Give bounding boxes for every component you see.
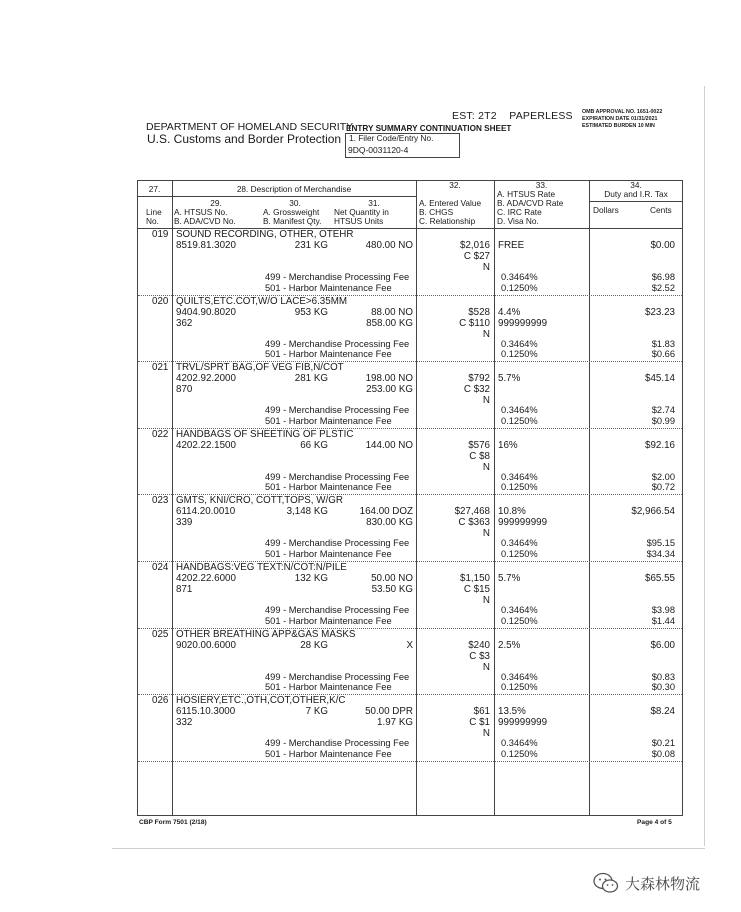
entered-value: $576 bbox=[468, 439, 490, 451]
gross-weight: 7 KG bbox=[305, 706, 328, 718]
mpf-fee-label: 499 - Merchandise Processing Fee bbox=[265, 605, 410, 615]
line-number: 025 bbox=[152, 628, 169, 640]
col-divider-line bbox=[172, 180, 173, 816]
omb-approval: OMB APPROVAL NO. 1651-0022 EXPIRATION DATE 01/31/2021 ESTIMATED BURDEN 10 MIN bbox=[582, 109, 663, 129]
relationship: N bbox=[482, 395, 490, 407]
hmf-fee-label: 501 - Harbor Maintenance Fee bbox=[265, 415, 392, 426]
duty-amount: $8.24 bbox=[650, 706, 675, 718]
hmf-fee-label: 501 - Harbor Maintenance Fee bbox=[265, 682, 392, 693]
hmf-fee-label: 501 - Harbor Maintenance Fee bbox=[265, 615, 392, 626]
mpf-amount: $95.15 bbox=[646, 538, 675, 549]
gross-weight: 953 KG bbox=[294, 306, 328, 318]
hmf-amount: $0.66 bbox=[651, 349, 675, 360]
merchandise-description: GMTS, KNI/CRO, COTT,TOPS, W/GR bbox=[176, 495, 343, 507]
net-quantity: X bbox=[406, 639, 413, 651]
col-30-header: 30. bbox=[289, 198, 301, 208]
entered-value: $792 bbox=[468, 373, 490, 385]
htsus-rate: 4.4% bbox=[498, 306, 521, 318]
entered-value: $27,468 bbox=[454, 506, 490, 518]
mpf-fee-label: 499 - Merchandise Processing Fee bbox=[265, 405, 410, 416]
merchandise-description: OTHER BREATHING APP&GAS MASKS bbox=[176, 628, 356, 640]
net-quantity-secondary: 830.00 KG bbox=[366, 517, 413, 529]
htsus-number: 9020.00.6000 bbox=[176, 639, 236, 651]
ada-cvd-number: 362 bbox=[176, 317, 193, 329]
net-quantity-secondary: 253.00 KG bbox=[366, 384, 413, 396]
ada-cvd-number: 332 bbox=[176, 717, 193, 729]
mpf-rate: 0.3464% bbox=[501, 471, 538, 482]
relationship: N bbox=[482, 528, 490, 540]
duty-amount: $23.23 bbox=[645, 306, 675, 318]
department-name: DEPARTMENT OF HOMELAND SECURITY bbox=[146, 121, 354, 133]
header-divider-27-28 bbox=[137, 196, 417, 197]
line-number: 024 bbox=[152, 562, 169, 573]
page-number: Page 4 of 5 bbox=[637, 819, 672, 826]
mpf-fee-label: 499 - Merchandise Processing Fee bbox=[265, 338, 410, 349]
hmf-amount: $0.99 bbox=[651, 415, 675, 426]
net-quantity-secondary: 1.97 KG bbox=[377, 717, 413, 729]
wechat-icon bbox=[593, 872, 619, 894]
entered-value: $2,016 bbox=[460, 240, 490, 251]
relationship: N bbox=[482, 262, 490, 273]
dollars-header: Dollars bbox=[593, 205, 619, 215]
mpf-fee-label: 499 - Merchandise Processing Fee bbox=[265, 538, 410, 549]
col-divider-rate bbox=[589, 180, 590, 816]
net-quantity: 164.00 DOZ bbox=[359, 506, 413, 518]
line-number: 019 bbox=[152, 229, 169, 240]
hmf-fee-label: 501 - Harbor Maintenance Fee bbox=[265, 282, 392, 293]
hmf-fee-label: 501 - Harbor Maintenance Fee bbox=[265, 548, 392, 559]
line-number: 021 bbox=[152, 362, 169, 374]
charges: C $8 bbox=[469, 450, 490, 462]
net-quantity: 50.00 DPR bbox=[365, 706, 413, 718]
col-32c-header: C. Relationship bbox=[419, 216, 476, 226]
net-quantity: 88.00 NO bbox=[371, 306, 413, 318]
gross-weight: 3,148 KG bbox=[286, 506, 328, 518]
line-number: 022 bbox=[152, 428, 169, 440]
htsus-number: 6114.20.0010 bbox=[176, 506, 236, 518]
entered-value: $61 bbox=[473, 706, 490, 718]
charges: C $32 bbox=[463, 384, 490, 396]
hmf-amount: $1.44 bbox=[651, 615, 675, 626]
form-number: CBP Form 7501 (2/18) bbox=[139, 819, 207, 826]
hmf-amount: $34.34 bbox=[646, 548, 675, 559]
hmf-amount: $0.72 bbox=[651, 482, 675, 493]
col-29a-header: A. HTSUS No. bbox=[174, 207, 228, 217]
cents-header: Cents bbox=[650, 205, 672, 215]
mpf-rate: 0.3464% bbox=[501, 272, 538, 282]
line-no-header: No. bbox=[146, 216, 159, 226]
row-divider bbox=[138, 761, 682, 762]
col-divider-description bbox=[416, 180, 417, 816]
hmf-fee-label: 501 - Harbor Maintenance Fee bbox=[265, 482, 392, 493]
filer-code-label: 1. Filer Code/Entry No. bbox=[349, 133, 434, 143]
hmf-fee-label: 501 - Harbor Maintenance Fee bbox=[265, 349, 392, 360]
hmf-rate: 0.1250% bbox=[501, 282, 538, 293]
col-32b-header: B. CHGS bbox=[419, 207, 454, 217]
htsus-number: 8519.81.3020 bbox=[176, 240, 236, 251]
col-31b-header: HTSUS Units bbox=[334, 216, 384, 226]
col-29-header: 29. bbox=[210, 198, 222, 208]
col-33d-header: D. Visa No. bbox=[497, 216, 539, 226]
hmf-amount: $0.08 bbox=[651, 748, 675, 759]
mpf-amount: $0.21 bbox=[651, 738, 675, 749]
htsus-rate: FREE bbox=[498, 240, 525, 251]
duty-amount: $92.16 bbox=[645, 439, 675, 451]
relationship: N bbox=[482, 461, 490, 473]
mpf-rate: 0.3464% bbox=[501, 605, 538, 615]
ada-cvd-number: 871 bbox=[176, 584, 193, 595]
col-33c-header: C. IRC Rate bbox=[497, 207, 542, 217]
relationship: N bbox=[482, 328, 490, 340]
est-code: EST: 2T2 PAPERLESS bbox=[452, 110, 573, 122]
hmf-fee-label: 501 - Harbor Maintenance Fee bbox=[265, 748, 392, 759]
htsus-number: 4202.92.2000 bbox=[176, 373, 236, 385]
ada-cvd-number: 339 bbox=[176, 517, 193, 529]
htsus-rate: 2.5% bbox=[498, 639, 521, 651]
mpf-amount: $3.98 bbox=[651, 605, 675, 615]
htsus-number: 4202.22.6000 bbox=[176, 573, 236, 584]
col-33b-header: B. ADA/CVD Rate bbox=[497, 198, 564, 208]
net-quantity-secondary: 858.00 KG bbox=[366, 317, 413, 329]
hmf-rate: 0.1250% bbox=[501, 415, 538, 426]
relationship: N bbox=[482, 728, 490, 740]
charges: C $110 bbox=[459, 317, 490, 329]
gross-weight: 231 KG bbox=[294, 240, 328, 251]
merchandise-description: TRVL/SPRT BAG,OF VEG FIB,N/COT bbox=[176, 362, 344, 374]
page-edge-bottom bbox=[112, 848, 705, 849]
mpf-fee-label: 499 - Merchandise Processing Fee bbox=[265, 272, 410, 282]
line-header: Line bbox=[146, 207, 162, 217]
col-divider-value bbox=[494, 180, 495, 816]
htsus-rate: 5.7% bbox=[498, 573, 521, 584]
merchandise-description: HOSIERY,ETC.,OTH,COT,OTHER,K/C bbox=[176, 695, 346, 707]
col-34-header: 34. bbox=[630, 180, 642, 190]
merchandise-description: HANDBAGS:VEG TEXT:N/COT:N/PILE bbox=[176, 562, 347, 573]
duty-amount: $6.00 bbox=[650, 639, 675, 651]
relationship: N bbox=[482, 661, 490, 673]
hmf-amount: $2.52 bbox=[651, 282, 675, 293]
hmf-rate: 0.1250% bbox=[501, 548, 538, 559]
col-32-header: 32. bbox=[449, 180, 461, 190]
hmf-rate: 0.1250% bbox=[501, 349, 538, 360]
net-quantity: 50.00 NO bbox=[371, 573, 413, 584]
col-30a-header: A. Grossweight bbox=[263, 207, 320, 217]
gross-weight: 28 KG bbox=[300, 639, 328, 651]
hmf-rate: 0.1250% bbox=[501, 615, 538, 626]
charges: C $27 bbox=[463, 251, 490, 262]
htsus-number: 6115.10.3000 bbox=[176, 706, 236, 718]
net-quantity: 198.00 NO bbox=[365, 373, 413, 385]
mpf-rate: 0.3464% bbox=[501, 738, 538, 749]
header-divider-34 bbox=[589, 201, 683, 202]
entered-value: $240 bbox=[468, 639, 490, 651]
charges: C $363 bbox=[458, 517, 490, 529]
gross-weight: 281 KG bbox=[294, 373, 328, 385]
visa-number: 999999999 bbox=[498, 717, 548, 729]
form-title: ENTRY SUMMARY CONTINUATION SHEET bbox=[346, 124, 512, 133]
visa-number: 999999999 bbox=[498, 317, 548, 329]
col-33a-header: A. HTSUS Rate bbox=[497, 189, 556, 199]
charges: C $1 bbox=[469, 717, 490, 729]
gross-weight: 66 KG bbox=[300, 439, 328, 451]
mpf-amount: $2.00 bbox=[651, 471, 675, 482]
col-30b-header: B. Manifest Qty. bbox=[263, 216, 322, 226]
agency-name: U.S. Customs and Border Protection bbox=[147, 132, 342, 146]
hmf-amount: $0.30 bbox=[651, 682, 675, 693]
col-33-header: 33. bbox=[535, 180, 548, 190]
duty-amount: $2,966.54 bbox=[631, 506, 675, 518]
mpf-fee-label: 499 - Merchandise Processing Fee bbox=[265, 738, 410, 749]
ada-cvd-number: 870 bbox=[176, 384, 193, 396]
col-31-header: 31. bbox=[368, 198, 380, 208]
mpf-rate: 0.3464% bbox=[501, 338, 538, 349]
page-edge-right bbox=[704, 86, 705, 846]
entered-value: $528 bbox=[468, 306, 490, 318]
entered-value: $1,150 bbox=[460, 573, 490, 584]
hmf-rate: 0.1250% bbox=[501, 682, 538, 693]
col-32a-header: A. Entered Value bbox=[419, 198, 482, 208]
duty-amount: $65.55 bbox=[645, 573, 675, 584]
htsus-rate: 16% bbox=[498, 439, 518, 451]
duty-amount: $0.00 bbox=[650, 240, 675, 251]
line-number: 026 bbox=[152, 695, 169, 707]
mpf-rate: 0.3464% bbox=[501, 405, 538, 416]
net-quantity-secondary: 53.50 KG bbox=[371, 584, 413, 595]
mpf-amount: $2.74 bbox=[651, 405, 675, 416]
htsus-rate: 13.5% bbox=[498, 706, 526, 718]
line-number: 020 bbox=[152, 295, 169, 307]
col-29b-header: B. ADA/CVD No. bbox=[174, 216, 236, 226]
merchandise-description: HANDBAGS OF SHEETING OF PLSTIC bbox=[176, 428, 354, 440]
htsus-number: 4202.22.1500 bbox=[176, 439, 236, 451]
htsus-number: 9404.90.8020 bbox=[176, 306, 236, 318]
htsus-rate: 10.8% bbox=[498, 506, 526, 518]
mpf-amount: $0.83 bbox=[651, 671, 675, 682]
col-28-header: 28. Description of Merchandise bbox=[236, 184, 352, 194]
col-27-header: 27. bbox=[148, 184, 161, 194]
mpf-amount: $6.98 bbox=[651, 272, 675, 282]
charges: C $15 bbox=[463, 584, 490, 595]
relationship: N bbox=[482, 595, 490, 606]
mpf-rate: 0.3464% bbox=[501, 671, 538, 682]
net-quantity: 480.00 NO bbox=[365, 240, 413, 251]
visa-number: 999999999 bbox=[498, 517, 548, 529]
duty-amount: $45.14 bbox=[645, 373, 675, 385]
mpf-rate: 0.3464% bbox=[501, 538, 538, 549]
col-31a-header: Net Quantity in bbox=[334, 207, 389, 217]
watermark-text: 大森林物流 bbox=[625, 875, 701, 893]
mpf-amount: $1.83 bbox=[651, 338, 675, 349]
charges: C $3 bbox=[469, 650, 490, 662]
hmf-rate: 0.1250% bbox=[501, 482, 538, 493]
mpf-fee-label: 499 - Merchandise Processing Fee bbox=[265, 671, 410, 682]
merchandise-description: QUILTS,ETC.COT,W/O LACE>6.35MM bbox=[176, 295, 348, 307]
col-34a-header: Duty and I.R. Tax bbox=[604, 189, 668, 199]
mpf-fee-label: 499 - Merchandise Processing Fee bbox=[265, 471, 410, 482]
paperless-label: PAPERLESS bbox=[509, 110, 573, 122]
net-quantity: 144.00 NO bbox=[365, 439, 413, 451]
line-number: 023 bbox=[152, 495, 169, 507]
hmf-rate: 0.1250% bbox=[501, 748, 538, 759]
gross-weight: 132 KG bbox=[294, 573, 328, 584]
filer-code-value: 9DQ-0031120-4 bbox=[348, 145, 409, 155]
htsus-rate: 5.7% bbox=[498, 373, 521, 385]
merchandise-description: SOUND RECORDING, OTHER, OTEHR bbox=[176, 229, 354, 240]
